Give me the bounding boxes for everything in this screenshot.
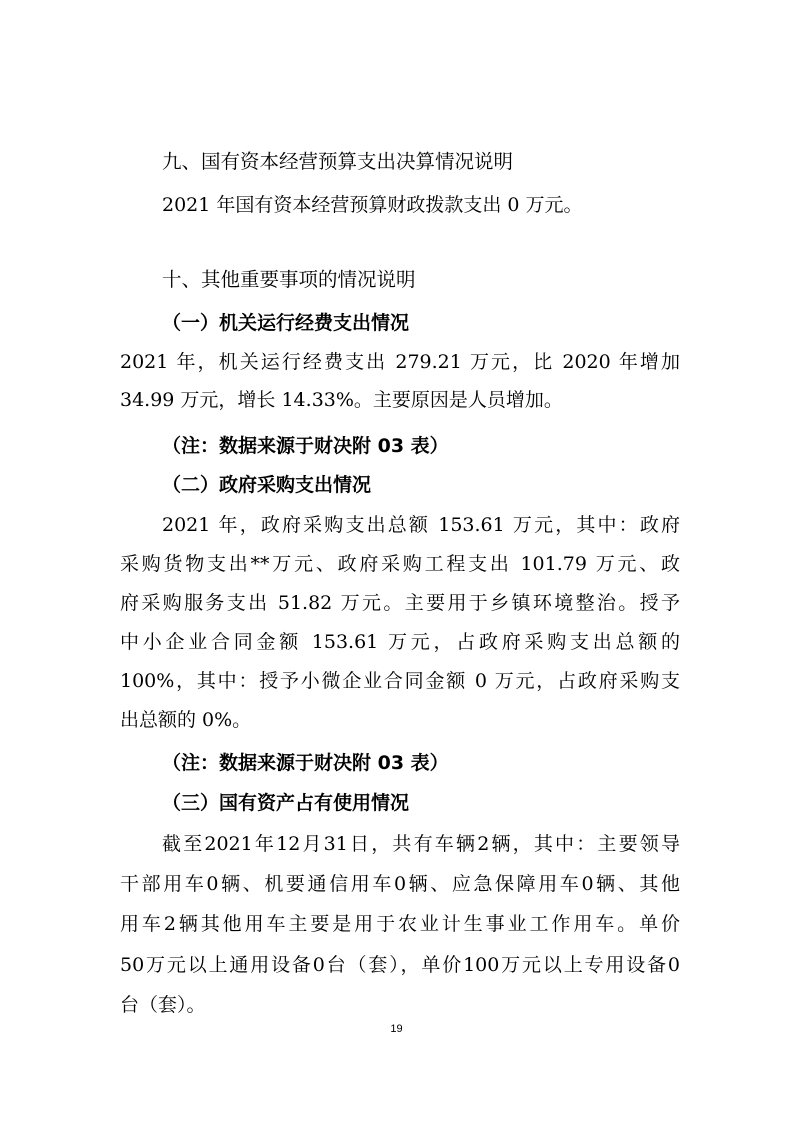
section-nine-heading: 九、国有资本经营预算支出决算情况说明 (162, 150, 514, 173)
section-nine-line-1: 2021 年国有资本经营预算财政拨款支出 0 万元。 (162, 194, 583, 216)
subsection-2-line-6: 出总额的 0%。 (120, 709, 252, 731)
subsection-2-line-1: 2021 年，政府采购支出总额 153.61 万元，其中：政府 (162, 514, 680, 536)
subsection-3-line-2: 干部用车0辆、机要通信用车0辆、应急保障用车0辆、其他 (120, 873, 680, 895)
subsection-3-line-1: 截至2021年12月31日，共有车辆2辆，其中：主要领导 (162, 833, 680, 855)
subsection-1-line-1: 2021 年，机关运行经费支出 279.21 万元，比 2020 年增加 (120, 351, 680, 373)
subsection-2-line-2: 采购货物支出**万元、政府采购工程支出 101.79 万元、政 (120, 553, 680, 575)
subsection-2-note: （注：数据来源于财决附 03 表） (162, 752, 449, 774)
subsection-3-title: （三）国有资产占有使用情况 (162, 792, 410, 814)
subsection-3-line-5: 台（套）。 (120, 994, 206, 1016)
subsection-2-line-4: 中小企业合同金额 153.61 万元，占政府采购支出总额的 (120, 631, 680, 653)
subsection-2-title: （二）政府采购支出情况 (162, 474, 372, 496)
section-ten-heading: 十、其他重要事项的情况说明 (162, 268, 416, 291)
subsection-1-title: （一）机关运行经费支出情况 (162, 312, 410, 334)
subsection-3-line-3: 用车2辆其他用车主要是用于农业计生事业工作用车。单价 (120, 913, 680, 935)
subsection-2-line-3: 府采购服务支出 51.82 万元。主要用于乡镇环境整治。授予 (120, 592, 680, 614)
subsection-1-line-2: 34.99 万元，增长 14.33%。主要原因是人员增加。 (120, 389, 563, 411)
subsection-2-line-5: 100%，其中：授予小微企业合同金额 0 万元，占政府采购支 (120, 670, 680, 692)
page-number: 19 (390, 1023, 403, 1035)
subsection-1-note: （注：数据来源于财决附 03 表） (162, 435, 449, 457)
subsection-3-line-4: 50万元以上通用设备0台（套），单价100万元以上专用设备0 (120, 954, 680, 976)
